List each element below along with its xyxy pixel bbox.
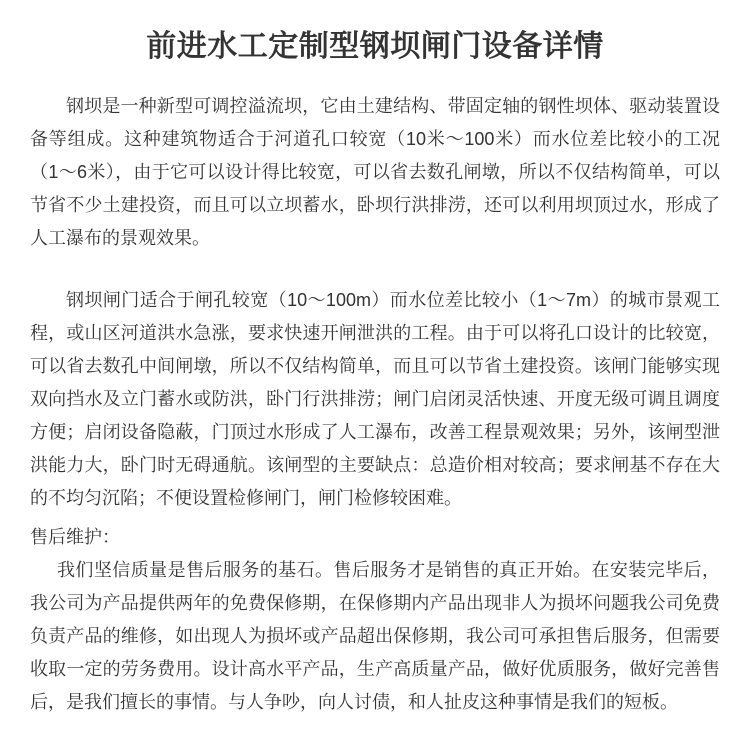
aftersale-heading: 售后维护： xyxy=(30,527,120,547)
intro-paragraph: 钢坝是一种新型可调控溢流坝，它由土建结构、带固定轴的钢性坝体、驱动装置设备等组成。这种建筑物适合于河道孔口较宽（10米～100米）而水位差比较小的工况（1～6米），由于它可以设计得比较宽，可以省去数孔闸墩，所以不仅结构简单，可以节省不少土建投资，而且可以立坝蓄水，卧坝行洪排涝，还可以利用坝顶过水，形成了人工瀑布的景观效果。 xyxy=(30,96,720,248)
features-paragraph: 钢坝闸门适合于闸孔较宽（10～100m）而水位差比较小（1～7m）的城市景观工程，或山区河道洪水急涨，要求快速开闸泄洪的工程。由于可以将孔口设计的比较宽，可以省去数孔中间闸墩，所以不仅结构简单，而且可以节省土建投资。该闸门能够实现双向挡水及立门蓄水或防洪，卧门行洪排涝；闸门启闭灵活快速、开度无级可调且调度方便；启闭设备隐蔽，门顶过水形成了人工瀑布，改善工程景观效果；另外，该闸型泄洪能力大，卧门时无碍通航。该闸型的主要缺点：总造价相对较高；要求闸基不存在大的不均匀沉陷；不便设置检修闸门，闸门检修较困难。 xyxy=(30,290,720,508)
page-title: 前进水工定制型钢坝闸门设备详情 xyxy=(146,30,604,63)
aftersale-paragraph: 我们坚信质量是售后服务的基石。售后服务才是销售的真正开始。在安装完毕后，我公司为产品提供两年的免费保修期，在保修期内产品出现非人为损坏问题我公司免费负责产品的维修，如出现人为损坏或产品超出保修期，我公司可承担售后服务，但需要收取一定的劳务费用。设计高水平产品，生产高质量产品，做好优质服务，做好完善售后，是我们擅长的事情。与人争吵，向人讨债，和人扯皮这种事情是我们的短板。 xyxy=(30,560,720,712)
